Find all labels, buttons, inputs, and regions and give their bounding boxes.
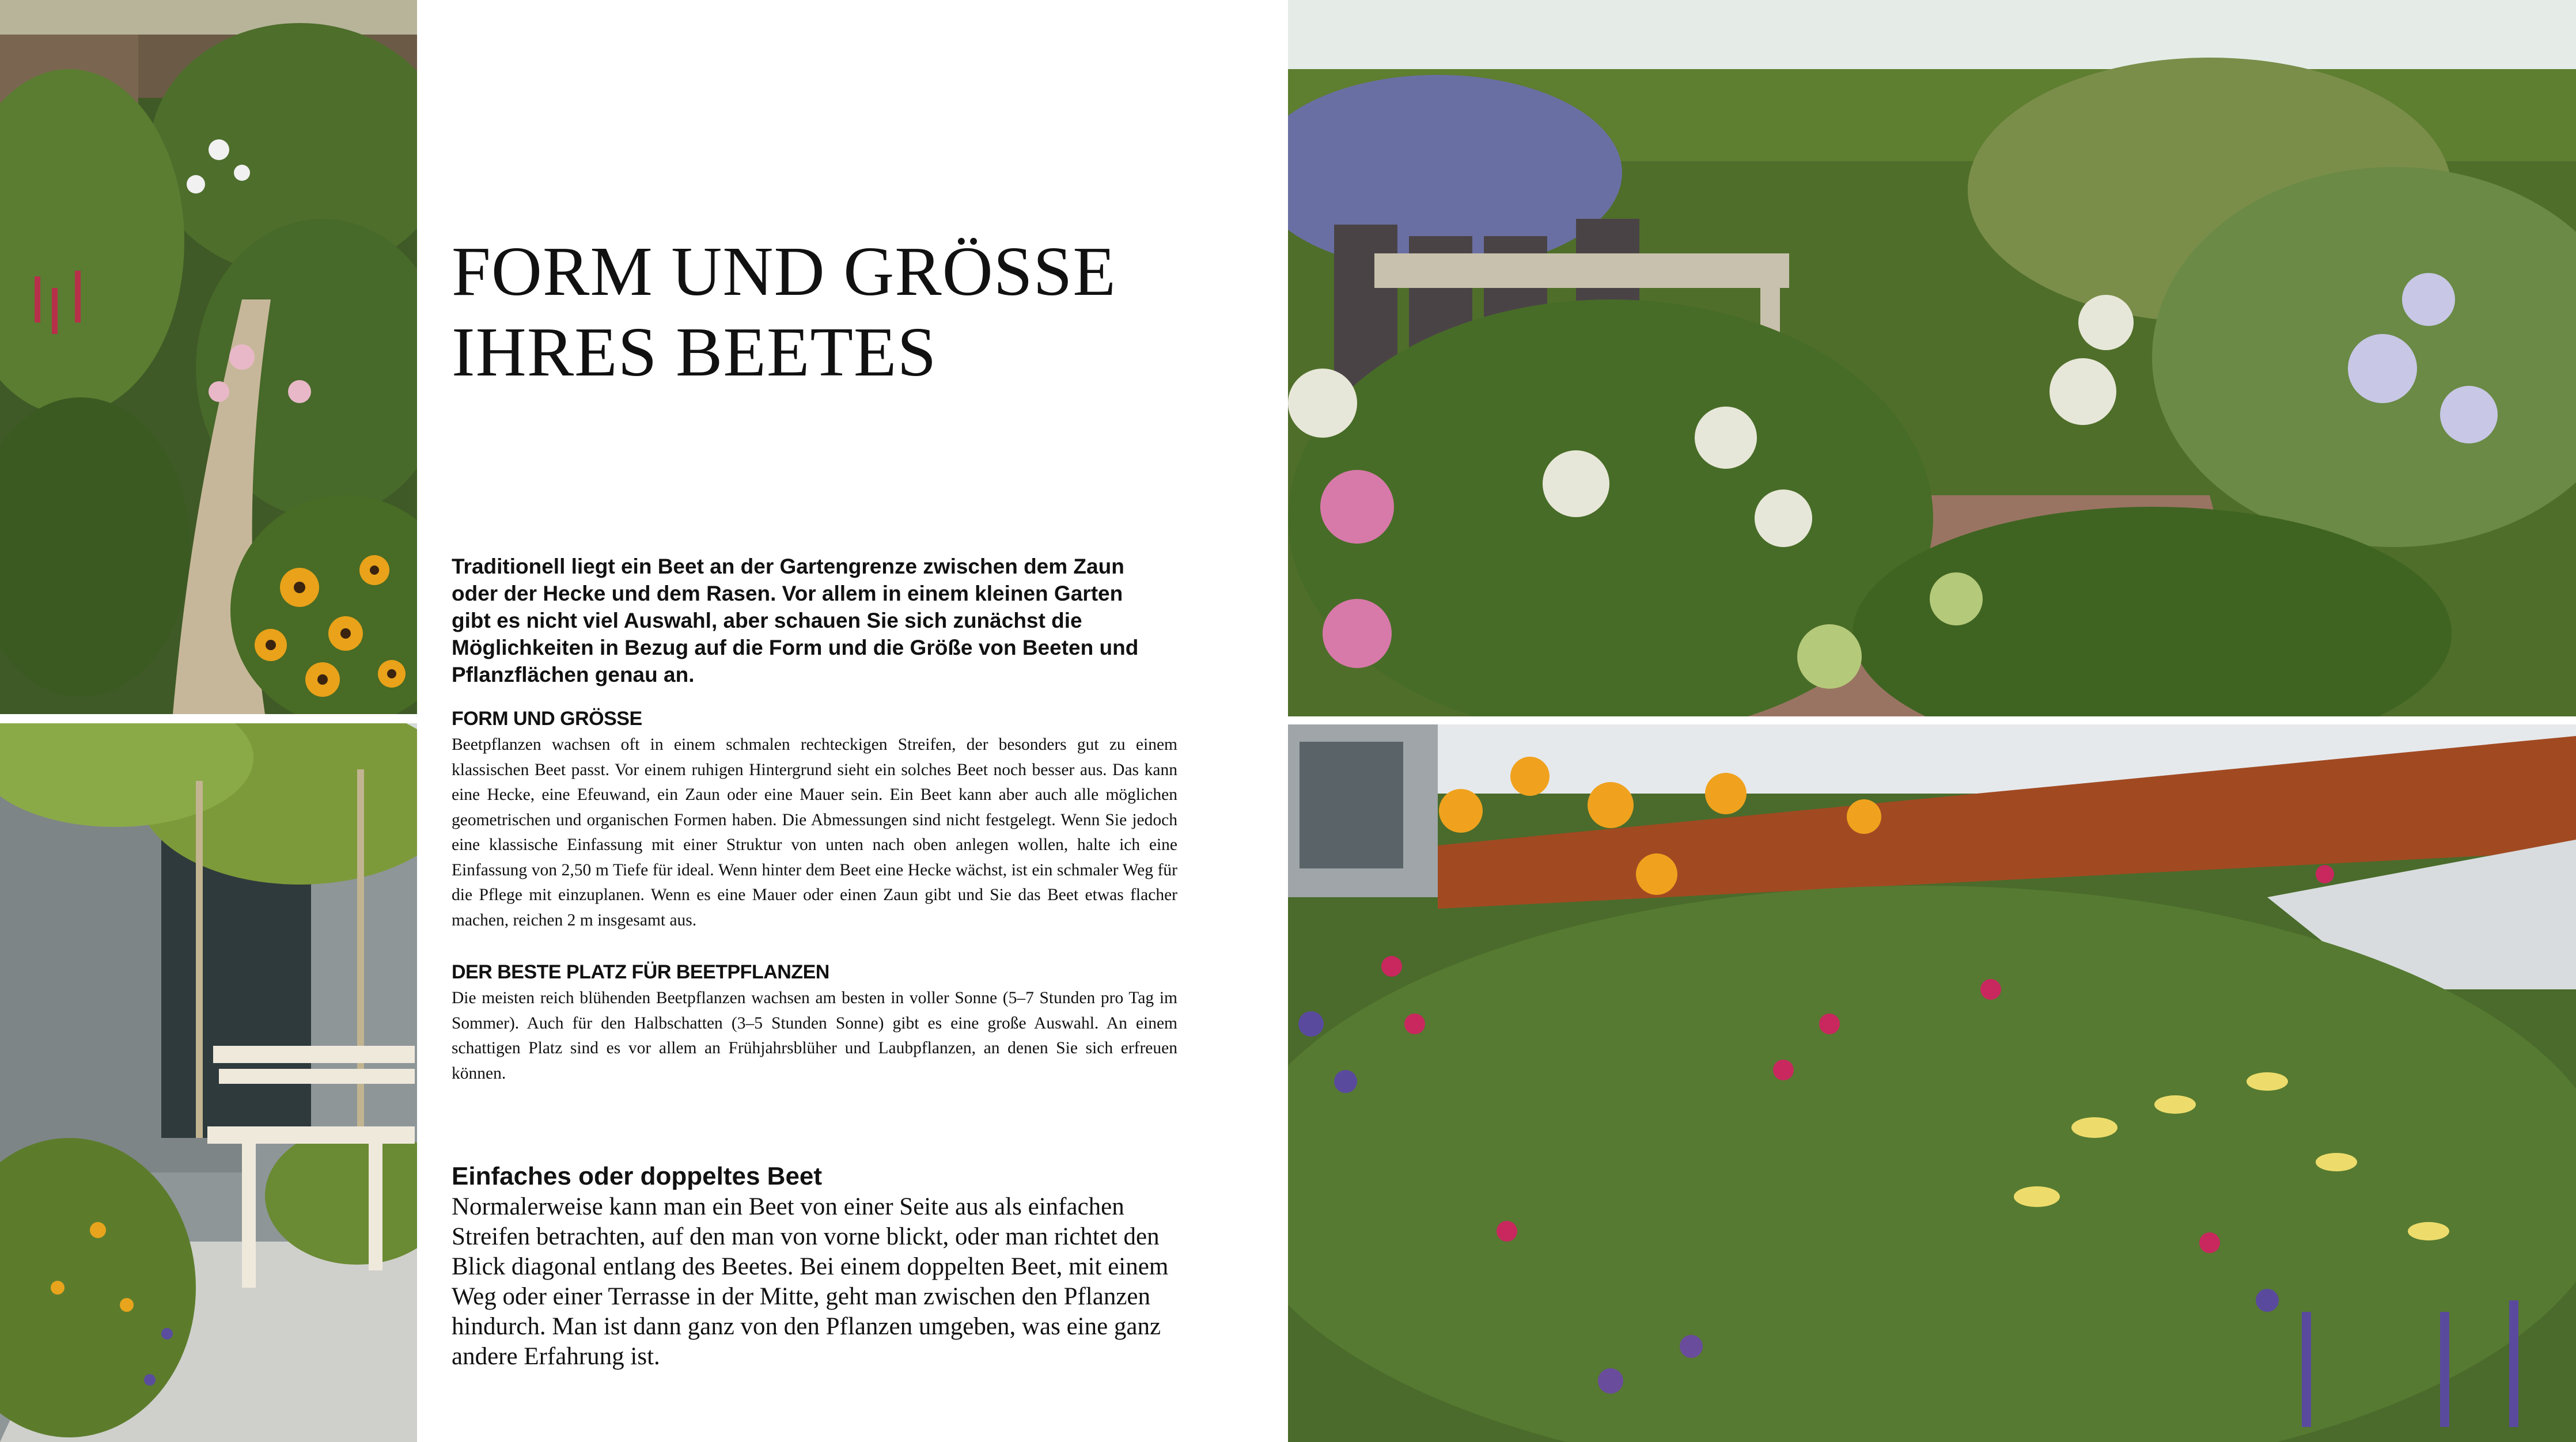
section-heading-form: FORM UND GRÖSSE [452,708,642,730]
section-text-form: Beetpflanzen wachsen oft in einem schmalen rechteckigen Streifen, der besonders gut zu einem klassischen Beet passt. Vor einem ruhigen Hintergrund sieht ein solches Beet noch besser aus. Das kann eine Hecke, eine Efeuwand, ein Zaun oder eine Mauer sein. Ein Beet kann aber auch alle möglichen geometrischen und organischen Formen haben. Die Abmessungen sind nicht festgelegt. Wenn Sie jedoch eine klassische Einfassung mit einer Struktur von unten nach oben anlegen wollen, halte ich eine Einfassung von 2,50 m Tiefe für ideal. Wenn hinter dem Beet eine Hecke wächst, ist ein schmaler Weg für die Pflege mit einzuplanen. Wenn es eine Mauer oder einen Zaun gibt und Sie das Beet etwas flacher machen, reichen 2 m insgesamt aus. [452,735,1177,929]
flower-bed-photo [1288,724,2576,1442]
intro-paragraph: Traditionell liegt ein Beet an der Gartengrenze zwischen dem Zaun oder der Hecke und dem Rasen. Vor allem in einem kleinen Garten gibt es nicht viel Auswahl, aber schauen Sie sich zunächst die Möglichkeiten in Bezug auf die Form und die Größe von Beeten und Pflanzflächen genau an. [452,555,1139,686]
section-heading-location: DER BESTE PLATZ FÜR BEETPFLANZEN [452,961,829,983]
section-text-location: Die meisten reich blühenden Beetpflanzen wachsen am besten in voller Sonne (5–7 Stunden pro Tag im Sommer). Auch für den Halbschatten (3–5 Stunden Sonne) gibt es eine große Auswahl. An einem schattigen Platz sind es vor allem an Frühjahrsblüher und Laubpflanzen, an denen Sie sich erfreuen können. [452,989,1177,1083]
garden-bench-photo [0,723,417,1442]
page-title [452,232,1200,393]
title-line-1: FORM UND GRÖSSE [452,233,1116,310]
garden-path-photo [0,0,417,714]
terrace-hydrangea-photo [1288,0,2576,716]
section-text-bed-type: Normalerweise kann man ein Beet von einer Seite aus als einfachen Streifen betrachten, auf den man von vorne blickt, oder man richtet den Blick diagonal entlang des Beetes. Bei einem doppelten Beet, mit einem Weg oder einer Terrasse in der Mitte, geht man zwischen den Pflanzen hindurch. Man ist dann ganz von den Pflanzen umgeben, was eine ganz andere Erfahrung ist. [452,1193,1169,1370]
section-heading-bed-type: Einfaches oder doppeltes Beet [452,1162,823,1190]
title-line-2: IHRES BEETES [452,313,937,391]
